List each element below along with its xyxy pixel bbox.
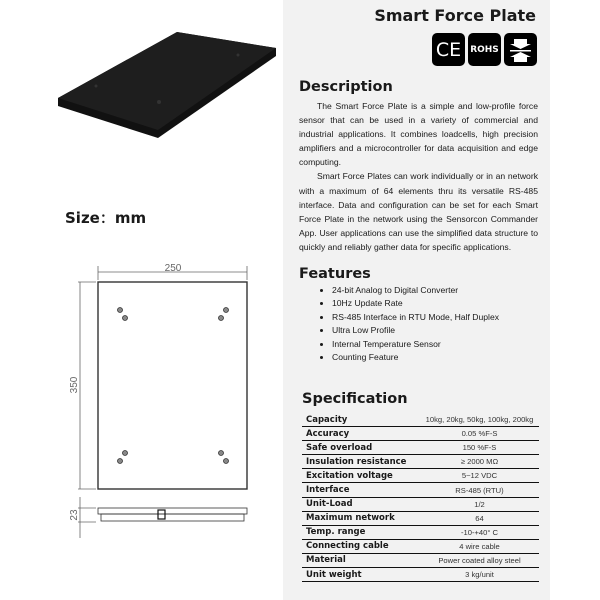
list-item: • Ultra Low Profile	[332, 324, 499, 337]
spec-value: 5~12 VDC	[416, 469, 539, 483]
rohs-icon: ROHS	[468, 33, 501, 66]
spec-value: ≥ 2000 MΩ	[416, 455, 539, 469]
table-row	[302, 539, 539, 553]
compression-icon	[504, 33, 537, 66]
dimension-drawing	[78, 266, 247, 538]
table-row	[302, 511, 539, 525]
list-item: • RS-485 Interface in RTU Mode, Half Duplex	[332, 311, 499, 324]
spec-value: 10kg, 20kg, 50kg, 100kg, 200kg	[416, 413, 539, 427]
spec-label: Connecting cable	[302, 539, 416, 553]
table-row	[302, 483, 539, 497]
spec-label: Interface	[302, 483, 416, 497]
spec-value: 1/2	[416, 497, 539, 511]
table-row	[302, 469, 539, 483]
features-list	[303, 284, 499, 364]
list-item: • Internal Temperature Sensor	[332, 338, 499, 351]
table-row	[302, 497, 539, 511]
table-row	[302, 455, 539, 469]
specification-table	[302, 413, 539, 582]
spec-value: 0.05 %F-S	[416, 427, 539, 441]
spec-value: 4 wire cable	[416, 539, 539, 553]
spec-label: Maximum network	[302, 511, 416, 525]
spec-label: Temp. range	[302, 525, 416, 539]
table-row	[302, 553, 539, 567]
product-drawings	[0, 0, 283, 600]
spec-value: -10-+40° C	[416, 525, 539, 539]
spec-value: 3 kg/unit	[416, 568, 539, 582]
specification-heading: Specification	[302, 391, 408, 407]
table-row	[302, 441, 539, 455]
spec-label: Safe overload	[302, 441, 416, 455]
width-dimension: 250	[164, 263, 182, 274]
features-heading: Features	[299, 266, 371, 282]
table-row	[302, 413, 539, 427]
spec-label: Unit-Load	[302, 497, 416, 511]
list-item: • 24-bit Analog to Digital Converter	[332, 284, 499, 297]
description-paragraph: Smart Force Plates can work individually or in an network with a maximum of 64 elements thru its versatile RS-485 interface. Data and configuration can be set for each Smart Force Plate in the network using the Sensorcon Commander App. User applications can use the simplified data structure to quickly and reliably gather data for specific applications.	[299, 171, 538, 252]
spec-value: RS-485 (RTU)	[416, 483, 539, 497]
spec-label: Excitation voltage	[302, 469, 416, 483]
spec-label: Material	[302, 553, 416, 567]
description-paragraph: The Smart Force Plate is a simple and low-profile force sensor that can be used in a variety of commercial and industrial applications. It combines loadcells, high precision amplifiers and a microcontroller for data acquisition and edge computing.	[299, 101, 538, 168]
spec-label: Unit weight	[302, 568, 416, 582]
spec-label: Insulation resistance	[302, 455, 416, 469]
list-item: • Counting Feature	[332, 351, 499, 364]
certification-badges	[432, 33, 537, 66]
spec-value: Power coated alloy steel	[416, 553, 539, 567]
size-label: Size：mm	[65, 209, 147, 227]
list-item: • 10Hz Update Rate	[332, 297, 499, 310]
page-title: Smart Force Plate	[374, 6, 536, 25]
table-row	[302, 427, 539, 441]
table-row	[302, 568, 539, 582]
description-text	[299, 99, 538, 254]
ce-icon: CE	[432, 33, 465, 66]
spec-label: Accuracy	[302, 427, 416, 441]
spec-value: 150 %F-S	[416, 441, 539, 455]
length-dimension: 350	[69, 376, 80, 394]
height-dimension: 23	[69, 509, 80, 521]
spec-value: 64	[416, 511, 539, 525]
product-photo	[58, 32, 276, 138]
description-heading: Description	[299, 79, 393, 95]
table-row	[302, 525, 539, 539]
spec-label: Capacity	[302, 413, 416, 427]
